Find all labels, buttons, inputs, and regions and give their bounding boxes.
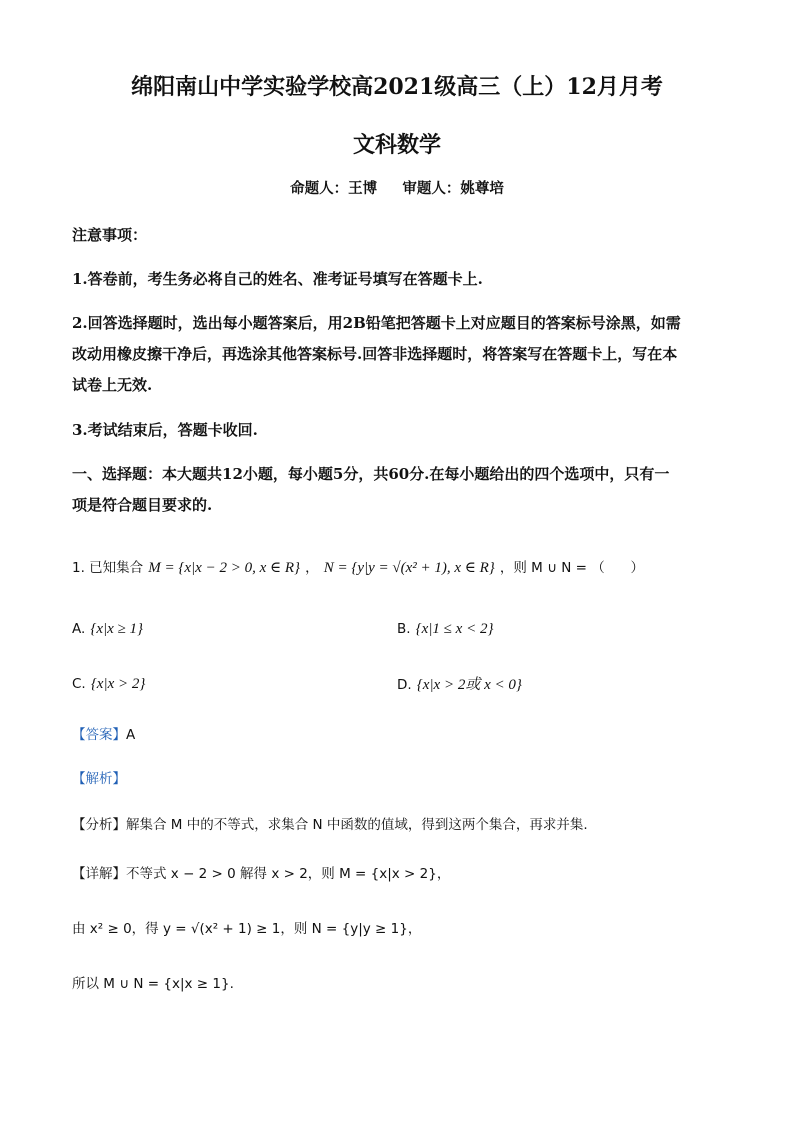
subject-title: 文科数学 <box>352 132 441 158</box>
question-ask: ，则 M ∪ N = （ ） <box>499 560 645 576</box>
notice-item-3: 3.考试结束后，答题卡收回. <box>72 421 258 439</box>
question-prefix: 1. 已知集合 <box>72 560 144 576</box>
detail-text: 不等式 x − 2 > 0 解得 x > 2，则 M = {x|x > 2}， <box>126 866 451 882</box>
notice-item-2-line-2: 改动用橡皮擦干净后，再选涂其他答案标号.回答非选择题时，将答案写在答题卡上，写在本 <box>72 345 678 363</box>
option-a-label: A. <box>72 621 86 637</box>
option-c <box>72 673 145 693</box>
fenxi-line <box>72 813 588 833</box>
question-separator: ， <box>305 560 319 576</box>
notice-item-2-line-1: 2.回答选择题时，选出每小题答案后，用2B铅笔把答题卡上对应题目的答案标号涂黑，如需 <box>72 314 681 332</box>
answer-label: 【答案】 <box>72 727 126 743</box>
option-b <box>397 618 493 638</box>
notice-item-2-line-3: 试卷上无效. <box>72 376 153 394</box>
option-b-label: B. <box>397 621 411 637</box>
section-heading-line-2: 项是符合题目要求的. <box>72 496 213 514</box>
notice-heading: 注意事项： <box>72 226 148 244</box>
fenxi-label: 【分析】 <box>72 817 126 833</box>
option-b-math: {x|1 ≤ x < 2} <box>415 621 494 637</box>
set-m-expression: M = {x|x − 2 > 0, x ∈ R} <box>148 560 300 576</box>
author-line: 命题人：王博 审题人：姚尊培 <box>290 180 504 197</box>
set-n-expression: N = {y|y = √(x² + 1), x ∈ R} <box>323 560 495 576</box>
answer-value: A <box>126 727 136 743</box>
option-a-math: {x|x ≥ 1} <box>90 621 144 637</box>
option-d <box>397 673 522 694</box>
detail-line <box>72 862 450 882</box>
exam-title: 绵阳南山中学实验学校高2021级高三（上）12月月考 <box>131 74 663 100</box>
option-a <box>72 618 143 638</box>
question-1 <box>72 556 644 577</box>
fenxi-text: 解集合 M 中的不等式，求集合 N 中函数的值域，得到这两个集合，再求并集. <box>126 817 588 833</box>
section-heading-line-1: 一、选择题：本大题共12小题，每小题5分，共60分.在每小题给出的四个选项中，只有一 <box>72 465 670 483</box>
notice-item-1: 1.答卷前，考生务必将自己的姓名、准考证号填写在答题卡上. <box>72 270 483 288</box>
answer-line <box>72 723 135 743</box>
detail-label: 【详解】 <box>72 866 126 882</box>
solution-step-3: 所以 M ∪ N = {x|x ≥ 1}. <box>72 976 234 992</box>
solution-step-2: 由 x² ≥ 0，得 y = √(x² + 1) ≥ 1，则 N = {y|y ≥ 1}， <box>72 921 422 937</box>
option-c-label: C. <box>72 676 86 692</box>
option-d-math: {x|x > 2或 x < 0} <box>416 677 522 693</box>
option-d-label: D. <box>397 677 412 693</box>
analysis-label: 【解析】 <box>72 771 126 787</box>
option-c-math: {x|x > 2} <box>90 676 146 692</box>
